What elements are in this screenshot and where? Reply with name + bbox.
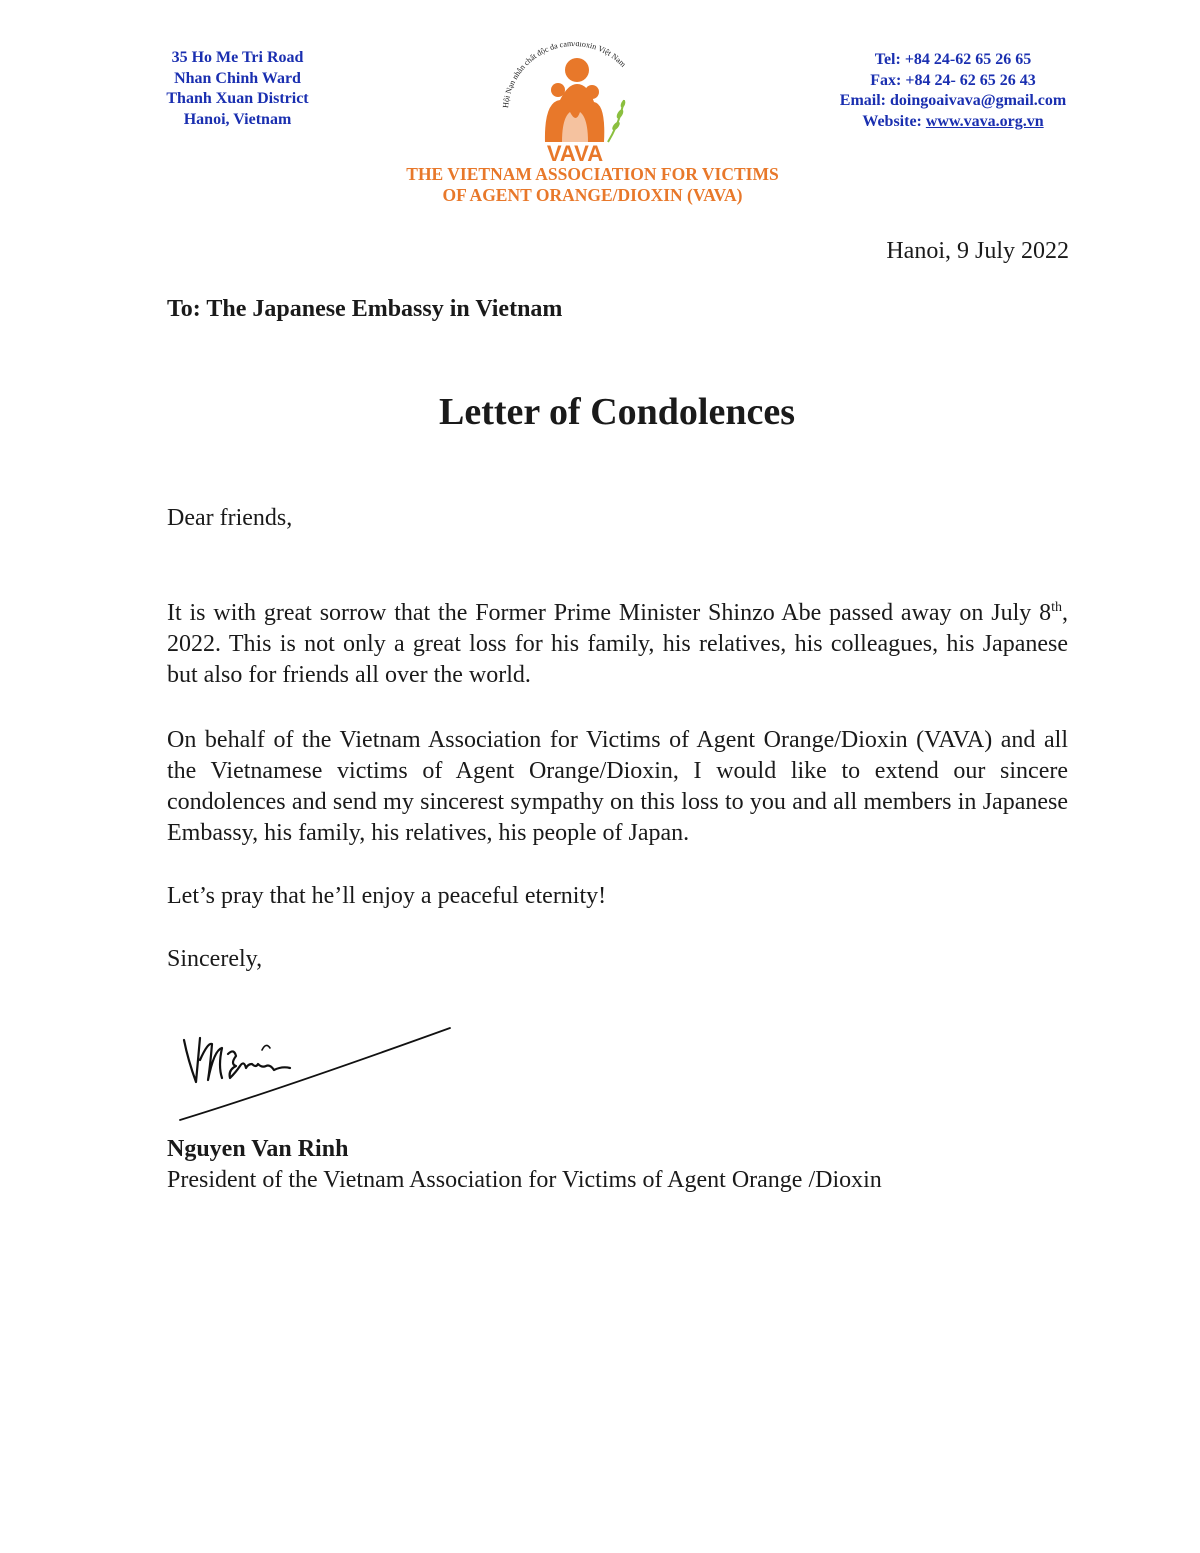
logo-leaf xyxy=(611,121,621,132)
address-line: Hanoi, Vietnam xyxy=(183,110,292,128)
logo-arc-text: Hội Nạn nhân chất độc da cam/dioxin Việt Nam xyxy=(501,42,628,109)
signer-name: Nguyen Van Rinh xyxy=(167,1136,349,1162)
logo-acronym: VAVA xyxy=(546,141,604,164)
salutation: Dear friends, xyxy=(167,505,293,531)
signature-icon xyxy=(178,1020,458,1125)
letterhead-address xyxy=(130,48,345,130)
letter-date: Hanoi, 9 July 2022 xyxy=(886,238,1069,264)
vava-logo-icon xyxy=(500,42,650,164)
p1-text-before: It is with great sorrow that the Former Prime Minister Shinzo Abe passed away on July 8 xyxy=(167,600,1052,626)
contact-website xyxy=(812,112,1094,133)
p1-text-after: , 2022. This is not only a great loss for his family, his relatives, his colleagues, his Japanese but also for friends all over the world. xyxy=(167,600,1068,688)
website-link[interactable]: www.vava.org.vn xyxy=(925,112,1044,130)
p1-superscript: th xyxy=(1051,600,1062,615)
organization-name xyxy=(340,164,845,206)
vava-logo xyxy=(500,42,650,164)
body-paragraph-2: On behalf of the Vietnam Association for Victims of Agent Orange/Dioxin (VAVA) and all the Vietnamese victims of Agent Orange/Dioxin, I would like to extend our sincere condolences and send my sincerest sympathy on this loss to you and all members in Japanese Embassy, his family, his relatives, his people of Japan. xyxy=(167,727,1068,846)
website-label: Website: xyxy=(862,112,926,130)
address-line: Nhan Chinh Ward xyxy=(174,69,301,87)
body-paragraph-3: Let’s pray that he’ll enjoy a peaceful eternity! xyxy=(167,883,607,909)
contact-email[interactable]: Email: doingoaivava@gmail.com xyxy=(839,92,1067,109)
letter-title: Letter of Condolences xyxy=(438,391,795,433)
contact-fax: Fax: +84 24- 62 65 26 43 xyxy=(870,71,1036,89)
recipient-line: To: The Japanese Embassy in Vietnam xyxy=(167,296,563,322)
org-name-line: THE VIETNAM ASSOCIATION FOR VICTIMS xyxy=(406,164,779,184)
address-line: 35 Ho Me Tri Road xyxy=(171,49,304,66)
signature xyxy=(178,1020,458,1125)
signer-title: President of the Vietnam Association for Victims of Agent Orange /Dioxin xyxy=(167,1167,882,1193)
closing: Sincerely, xyxy=(167,946,263,972)
logo-leaf xyxy=(620,100,626,109)
org-name-line: OF AGENT ORANGE/DIOXIN (VAVA) xyxy=(442,185,743,205)
letterhead-contact xyxy=(812,50,1094,132)
address-line: Thanh Xuan District xyxy=(166,90,309,107)
body-paragraph-1 xyxy=(167,598,1068,691)
logo-figure-head xyxy=(565,58,589,82)
contact-tel: Tel: +84 24-62 65 26 65 xyxy=(874,51,1032,68)
